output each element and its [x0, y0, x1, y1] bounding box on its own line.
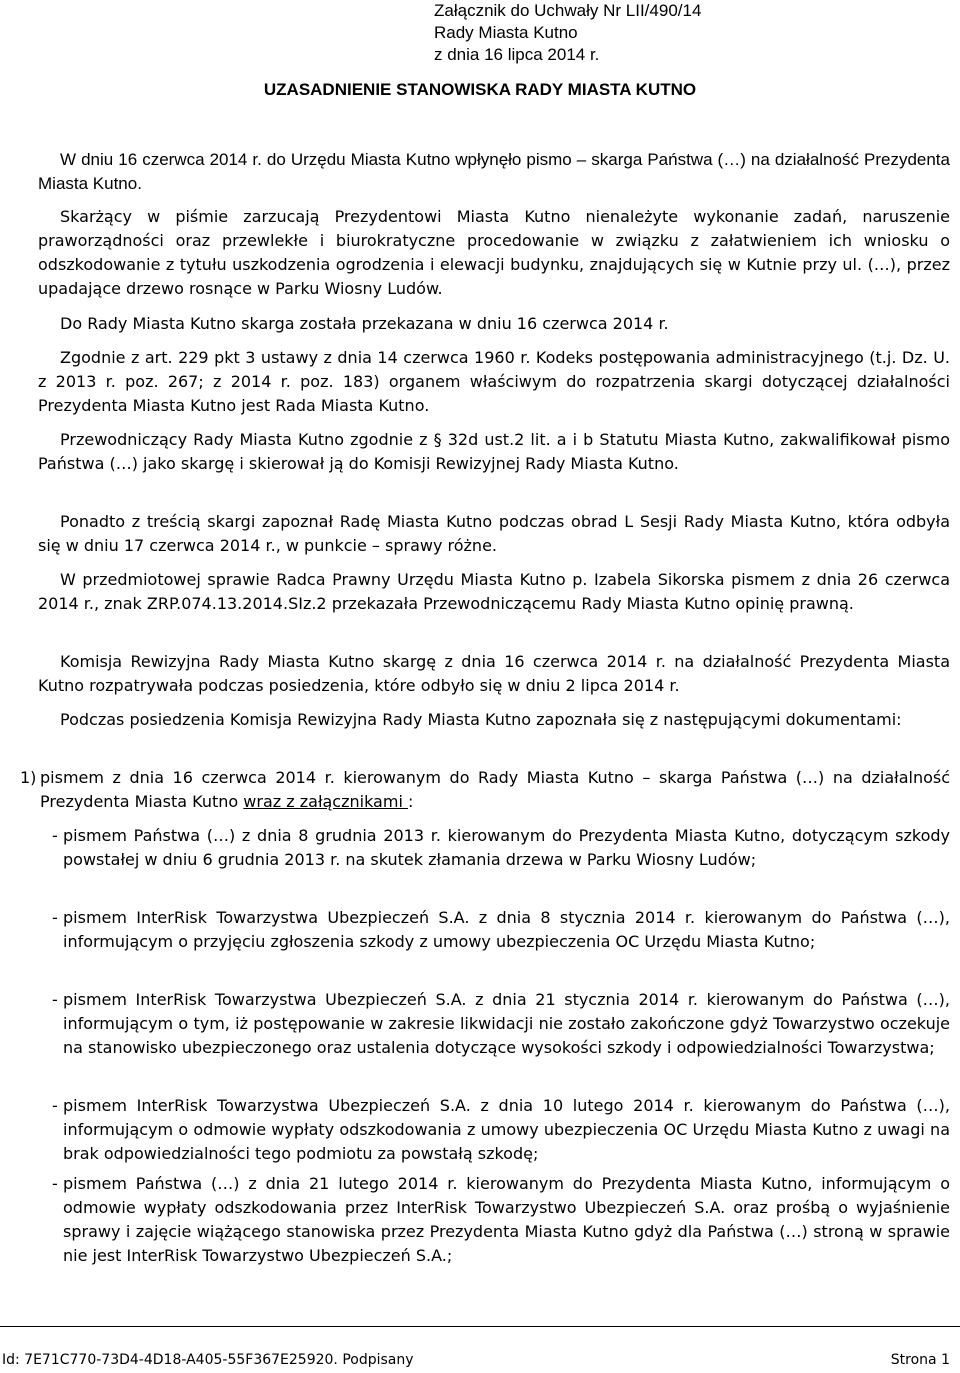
paragraph-4: Zgodnie z art. 229 pkt 3 ustawy z dnia 14 czerwca 1960 r. Kodeks postępowania administracyjnego (t.j. Dz. U. z 2013 r. poz. 267; z 2014 r. poz. 183) organem właściwym do rozpatrzenia skargi dotyczącej działalności Prezydenta Miasta Kutno jest Rada Miasta Kutno. — [38, 348, 950, 415]
footer-document-id: Id: 7E71C770-73D4-4D18-A405-55F367E25920. Podpisany — [2, 1352, 414, 1368]
subitem-text: pismem InterRisk Towarzystwa Ubezpieczeń S.A. z dnia 21 stycznia 2014 r. kierowanym do Państwa (…), informującym o tym, iż postępowanie w zakresie likwidacji nie zostało zakończone gdyż Towarzystwo oczekuje na stanowisko ubezpieczonego oraz ustalenia dotyczące wysokości szkody i odpowiedzialności Towarzystwa; — [63, 990, 950, 1057]
subitem-text: pismem InterRisk Towarzystwa Ubezpieczeń S.A. z dnia 8 stycznia 2014 r. kierowanym do Państwa (…), informującym o przyjęciu zgłoszenia szkody z umowy ubezpieczenia OC Urzędu Miasta Kutno; — [63, 908, 950, 951]
document-title: UZASADNIENIE STANOWISKA RADY MIASTA KUTNO — [263, 80, 697, 99]
subitem-dash: - — [52, 908, 58, 927]
list-item-text: pismem z dnia 16 czerwca 2014 r. kierowanym do Rady Miasta Kutno – skarga Państwa (…) na działalność Prezydenta Miasta Kutno — [40, 768, 950, 811]
header-line-2: Rady Miasta Kutno — [434, 23, 578, 42]
footer-divider — [0, 1326, 960, 1327]
list-subitem — [52, 1094, 950, 1166]
paragraph-2: Skarżący w piśmie zarzucają Prezydentowi Miasta Kutno nienależyte wykonanie zadań, naruszenie praworządności oraz przewlekłe i biurokratyczne procedowanie w związku z załatwieniem ich wniosku o odszkodowanie z tytułu uszkodzenia ogrodzenia i elewacji budynku, znajdujących się w Kutnie przy ul. (…), przez upadające drzewo rosnące w Parku Wiosny Ludów. — [38, 207, 950, 298]
header-line-3: z dnia 16 lipca 2014 r. — [434, 45, 600, 64]
paragraph-8: Komisja Rewizyjna Rady Miasta Kutno skargę z dnia 16 czerwca 2014 r. na działalność Prezydenta Miasta Kutno rozpatrywała podczas posiedzenia, które odbyło się w dniu 2 lipca 2014 r. — [38, 652, 950, 695]
list-item-colon: : — [407, 792, 414, 811]
list-subitem — [52, 988, 950, 1060]
header-line-1: Załącznik do Uchwały Nr LII/490/14 — [434, 1, 702, 20]
list-subitem — [52, 1172, 950, 1268]
subitem-dash: - — [52, 990, 58, 1009]
subitem-dash: - — [52, 826, 58, 845]
subitem-dash: - — [52, 1096, 58, 1115]
subitem-text: pismem Państwa (…) z dnia 21 lutego 2014 r. kierowanym do Prezydenta Miasta Kutno, informującym o odmowie wypłaty odszkodowania przez InterRisk Towarzystwo Ubezpieczeń S.A. oraz prośbą o wyjaśnienie sprawy i zajęcie wiążącego stanowiska przez Prezydenta Miasta Kutno gdyż dla Państwa (…) stroną w sprawie nie jest InterRisk Towarzystwo Ubezpieczeń S.A.; — [63, 1174, 950, 1265]
paragraph-5: Przewodniczący Rady Miasta Kutno zgodnie z § 32d ust.2 lit. a i b Statutu Miasta Kutno, zakwalifikował pismo Państwa (…) jako skargę i skierował ją do Komisji Rewizyjnej Rady Miasta Kutno. — [38, 430, 950, 473]
subitem-text: pismem InterRisk Towarzystwa Ubezpieczeń S.A. z dnia 10 lutego 2014 r. kierowanym do Państwa (…), informującym o odmowie wypłaty odszkodowania z umowy ubezpieczenia OC Urzędu Miasta Kutno z uwagi na brak odpowiedzialności tego podmiotu za powstałą szkodę; — [63, 1096, 950, 1163]
list-item-number: 1) — [20, 768, 37, 787]
list-subitem — [52, 906, 950, 954]
subitem-text: pismem Państwa (…) z dnia 8 grudnia 2013 r. kierowanym do Prezydenta Miasta Kutno, dotyczącym szkody powstałej w dniu 6 grudnia 2013 r. na skutek złamania drzewa w Parku Wiosny Ludów; — [63, 826, 950, 869]
paragraph-3: Do Rady Miasta Kutno skarga została przekazana w dniu 16 czerwca 2014 r. — [60, 314, 669, 333]
subitem-dash: - — [52, 1174, 58, 1193]
list-subitem — [52, 824, 950, 872]
footer-page-number: Strona 1 — [890, 1352, 950, 1368]
paragraph-6: Ponadto z treścią skargi zapoznał Radę Miasta Kutno podczas obrad L Sesji Rady Miasta Kutno, która odbyła się w dniu 17 czerwca 2014 r., w punkcie – sprawy różne. — [38, 512, 950, 555]
paragraph-7: W przedmiotowej sprawie Radca Prawny Urzędu Miasta Kutno p. Izabela Sikorska pismem z dnia 26 czerwca 2014 r., znak ZRP.074.13.2014.SIz.2 przekazała Przewodniczącemu Rady Miasta Kutno opinię prawną. — [38, 570, 950, 613]
attachments-underlined: wraz z załącznikami — [243, 792, 408, 811]
paragraph-9: Podczas posiedzenia Komisja Rewizyjna Rady Miasta Kutno zapoznała się z następującymi dokumentami: — [60, 710, 902, 729]
paragraph-1: W dniu 16 czerwca 2014 r. do Urzędu Miasta Kutno wpłynęło pismo – skarga Państwa (…) na działalność Prezydenta Miasta Kutno. — [38, 150, 950, 193]
list-item-1 — [20, 766, 950, 814]
